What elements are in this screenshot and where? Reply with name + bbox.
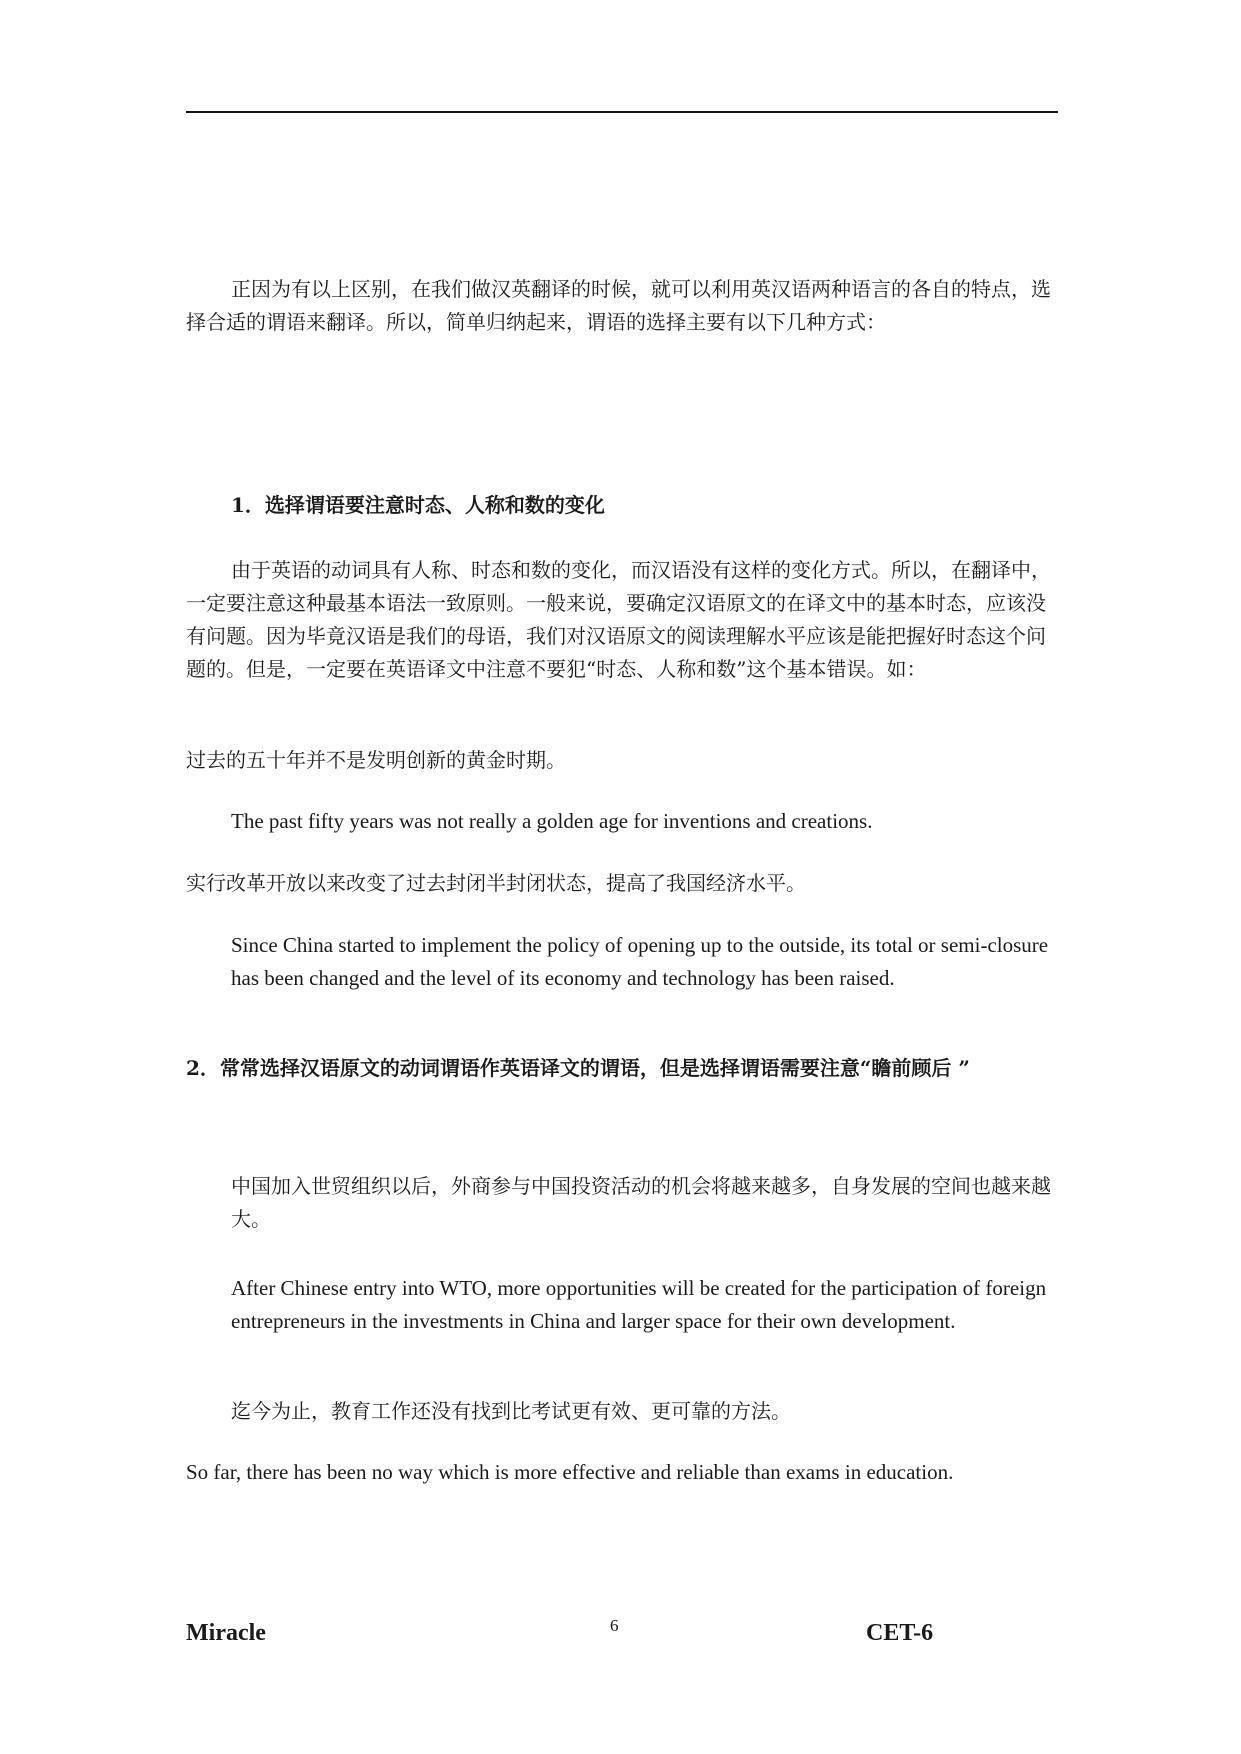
page-number: 6 [610,1616,619,1635]
section2-example1-english: After Chinese entry into WTO, more opportunities will be created for the participation of foreign entrepreneurs in the investments in China and larger space for their own development. [231,1276,1047,1333]
footer-left-label: Miracle [186,1620,266,1646]
section2-example2-chinese: 迄今为止，教育工作还没有找到比考试更有效、更可靠的方法。 [231,1399,791,1423]
section2-example1-chinese: 中国加入世贸组织以后，外商参与中国投资活动的机会将越来越多，自身发展的空间也越来越大。 [231,1174,1051,1231]
section1-heading: 1．选择谓语要注意时态、人称和数的变化 [231,493,605,517]
section2-example2-english: So far, there has been no way which is more effective and reliable than exams in education. [186,1460,954,1484]
section1-body: 由于英语的动词具有人称、时态和数的变化，而汉语没有这样的变化方式。所以，在翻译中，一定要注意这种最基本语法一致原则。一般来说，要确定汉语原文的在译文中的基本时态，应该没有问题。因为毕竟汉语是我们的母语，我们对汉语原文的阅读理解水平应该是能把握好时态这个问题的。但是，一定要在英语译文中注意不要犯“时态、人称和数”这个基本错误。如： [186,558,1051,681]
section1-example1-chinese: 过去的五十年并不是发明创新的黄金时期。 [186,748,566,772]
intro-paragraph: 正因为有以上区别，在我们做汉英翻译的时候，就可以利用英汉语两种语言的各自的特点，选择合适的谓语来翻译。所以，简单归纳起来，谓语的选择主要有以下几种方式： [186,277,1051,334]
section1-example1-english: The past fifty years was not really a golden age for inventions and creations. [231,809,873,833]
header-rule [186,111,1058,113]
section1-example2-english: Since China started to implement the policy of opening up to the outside, its total or semi-closure has been changed and the level of its economy and technology has been raised. [231,933,1049,990]
footer-right-label: CET-6 [866,1620,934,1646]
section2-heading: 2．常常选择汉语原文的动词谓语作英语译文的谓语，但是选择谓语需要注意“瞻前顾后 ” [186,1056,970,1080]
section1-example2-chinese: 实行改革开放以来改变了过去封闭半封闭状态，提高了我国经济水平。 [186,871,806,895]
